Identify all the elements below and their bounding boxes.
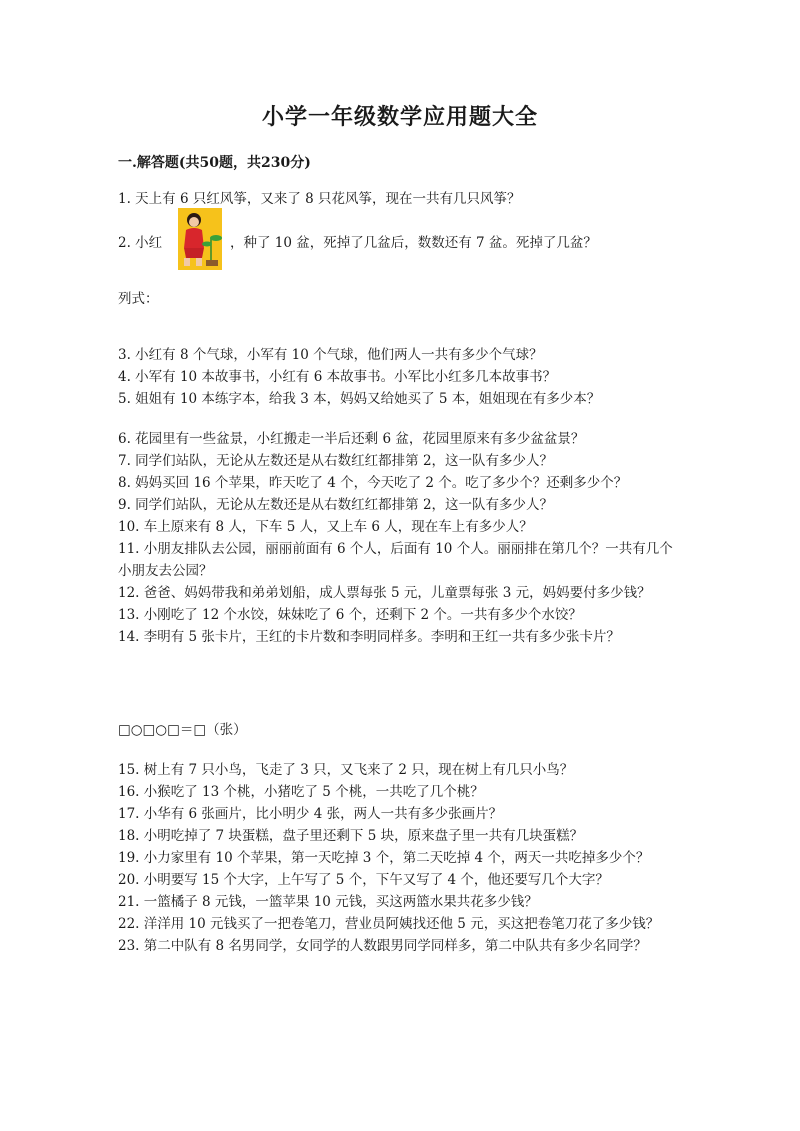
question-4: 4. 小军有 10 本故事书，小红有 6 本故事书。小军比小红多几本故事书？ [118,369,557,385]
answer-area [118,288,684,310]
question-23: 23. 第二中队有 8 名男同学，女同学的人数跟男同学同样多，第二中队共有多少名同学？ [118,938,647,954]
girl-planting-picture [178,208,222,270]
question-block-1 [118,188,684,210]
page-title: 小学一年级数学应用题大全 [261,104,538,130]
question-20: 20. 小明要写 15 个大字，上午写了 5 个，下午又写了 4 个，他还要写几个大字？ [118,872,609,888]
question-19: 19. 小力家里有 10 个苹果，第一天吃掉 3 个，第二天吃掉 4 个，两天一共吃掉多少个？ [118,850,650,866]
question-5: 5. 姐姐有 10 本练字本，给我 3 本，妈妈又给她买了 5 本，姐姐现在有多少本？ [118,391,601,407]
question-21: 21. 一篮橘子 8 元钱，一篮苹果 10 元钱，买这两篮水果共花多少钱？ [118,894,538,910]
question-block-3-5 [118,344,684,410]
question-16: 16. 小猴吃了 13 个桃，小猪吃了 5 个桃，一共吃了几个桃？ [118,784,484,800]
question-8: 8. 妈妈买回 16 个苹果，昨天吃了 4 个，今天吃了 2 个。吃了多少个？还剩多少个？ [118,475,628,491]
question-13: 13. 小刚吃了 12 个水饺，妹妹吃了 6 个，还剩下 2 个。一共有多少个水饺？ [118,607,582,623]
section-heading: 一.解答题(共50题，共230分) [118,155,311,171]
question-2-prefix: 2. 小红 [118,235,163,251]
question-14: 14. 李明有 5 张卡片，王红的卡片数和李明同样多。李明和王红一共有多少张卡片？ [118,629,620,645]
question-12: 12. 爸爸、妈妈带我和弟弟划船，成人票每张 5 元，儿童票每张 3 元，妈妈要付多少钱？ [118,585,651,601]
question-6: 6. 花园里有一些盆景，小红搬走一半后还剩 6 盆，花园里原来有多少盆盆景？ [118,431,585,447]
question-17: 17. 小华有 6 张画片，比小明少 4 张，两人一共有多少张画片？ [118,806,503,822]
question-1: 1. 天上有 6 只红风筝，又来了 8 只花风筝，现在一共有几只风筝？ [118,191,521,207]
question-10: 10. 车上原来有 8 人，下车 5 人，又上车 6 人，现在车上有多少人？ [118,519,533,535]
question-2-suffix: ，种了 10 盆，死掉了几盆后，数数还有 7 盆。死掉了几盆？ [230,235,597,251]
formula-block [118,719,684,741]
question-block-6-14 [118,428,684,648]
question-11: 11. 小朋友排队去公园，丽丽前面有 6 个人，后面有 10 个人。丽丽排在第几个？一共有几个小朋友去公园？ [118,541,673,579]
question-3: 3. 小红有 8 个气球，小军有 10 个气球，他们两人一共有多少个气球？ [118,347,543,363]
question-block-15-23 [118,759,684,957]
question-15: 15. 树上有 7 只小鸟，飞走了 3 只，又飞来了 2 只，现在树上有几只小鸟？ [118,762,574,778]
question-9: 9. 同学们站队，无论从左数还是从右数红红都排第 2，这一队有多少人？ [118,497,554,513]
lieshi-label: 列式： [118,291,159,307]
question-22: 22. 洋洋用 10 元钱买了一把卷笔刀，营业员阿姨找还他 5 元，买这把卷笔刀花了多少钱？ [118,916,660,932]
question-7: 7. 同学们站队，无论从左数还是从右数红红都排第 2，这一队有多少人？ [118,453,554,469]
answer-formula: □○□○□＝□（张） [118,722,247,738]
question-18: 18. 小明吃掉了 7 块蛋糕，盘子里还剩下 5 块，原来盘子里一共有几块蛋糕？ [118,828,584,844]
question-2 [118,208,698,270]
